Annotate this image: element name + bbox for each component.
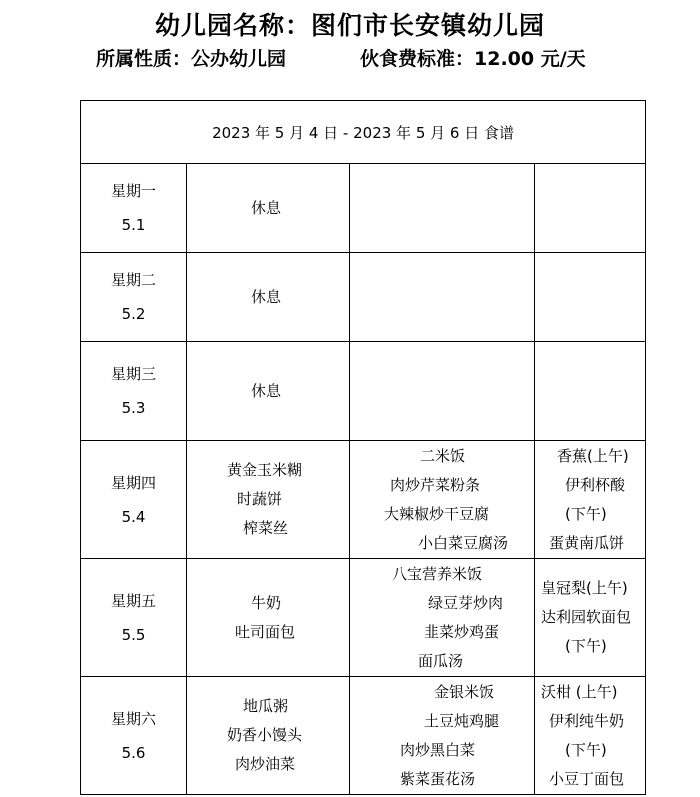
lunch-cell [350,677,535,795]
menu-item: 八宝营养米饭 [392,564,483,583]
weekday-label: 星期一 [110,182,156,200]
weekly-menu-table [80,100,646,795]
weekday-label: 星期六 [110,709,156,728]
menu-item: 休息 [251,198,282,217]
menu-item: 土豆炖鸡腿 [424,711,500,730]
snack-cell [535,253,646,342]
day-cell [81,441,187,559]
menu-row [81,559,646,677]
menu-item: 达利园软面包 [541,608,632,626]
menu-item: 伊利杯酸 [565,475,626,494]
menu-item: 大辣椒炒干豆腐 [384,504,490,523]
snack-cell [535,164,646,253]
breakfast-cell [187,253,350,342]
menu-item: 小白菜豆腐汤 [418,533,509,552]
menu-item: 休息 [251,287,282,306]
menu-row [81,342,646,441]
day-cell [81,342,187,441]
day-cell [81,677,187,795]
day-cell [81,253,187,342]
breakfast-cell [187,441,350,559]
menu-item: 牛奶 [251,593,282,612]
menu-item: 榨菜丝 [243,519,289,537]
snack-cell [535,559,646,677]
menu-item: 小豆丁面包 [549,769,625,788]
menu-item: 地瓜粥 [243,697,289,715]
ownership-type: 所属性质：公办幼儿园 [96,48,287,70]
menu-item: 皇冠梨(上午) [541,579,628,597]
date-label: 5.4 [121,507,146,526]
menu-row [81,441,646,559]
menu-item: (下午) [565,637,607,655]
lunch-cell [350,559,535,677]
weekday-label: 星期四 [110,473,156,492]
menu-item: (下午) [565,740,607,759]
date-label: 5.2 [121,305,146,323]
menu-row [81,253,646,342]
menu-item: 黄金玉米糊 [227,461,303,479]
date-label: 5.1 [121,216,146,234]
snack-cell [535,342,646,441]
menu-item: 韭菜炒鸡蛋 [424,622,500,641]
menu-item: 肉炒油菜 [235,755,296,773]
menu-item: 金银米饭 [434,682,495,701]
date-label: 5.3 [121,399,146,417]
date-label: 5.6 [121,743,146,762]
kindergarten-name: 幼儿园名称：图们市长安镇幼儿园 [154,11,545,40]
lunch-cell [350,253,535,342]
menu-item: 紫菜蛋花汤 [400,769,476,788]
menu-item: 沃柑 (上午) [541,682,618,701]
snack-cell [535,441,646,559]
menu-item: (下午) [565,504,607,523]
menu-item: 绿豆芽炒肉 [428,593,504,612]
menu-item: 二米饭 [420,446,466,465]
weekday-label: 星期二 [110,271,156,289]
menu-item: 肉炒芹菜粉条 [390,475,481,494]
menu-item: 香蕉(上午) [557,446,629,465]
day-cell [81,164,187,253]
menu-item: 伊利纯牛奶 [549,711,625,730]
breakfast-cell [187,677,350,795]
breakfast-cell [187,342,350,441]
menu-item: 休息 [251,381,282,400]
menu-item: 时蔬饼 [237,490,283,508]
menu-row [81,164,646,253]
subtitle-row [96,44,586,71]
weekday-label: 星期三 [110,365,156,383]
meal-fee-standard: 伙食费标准：12.00 元/天 [360,48,586,70]
date-label: 5.5 [121,625,146,644]
menu-row [81,677,646,795]
breakfast-cell [187,164,350,253]
breakfast-cell [187,559,350,677]
lunch-cell [350,164,535,253]
weekday-label: 星期五 [110,591,156,610]
lunch-cell [350,441,535,559]
day-cell [81,559,187,677]
menu-item: 奶香小馒头 [227,726,303,744]
menu-date-range-header: 2023 年 5 月 4 日 - 2023 年 5 月 6 日 食谱 [81,101,646,164]
menu-item: 吐司面包 [235,622,296,641]
menu-item: 蛋黄南瓜饼 [549,533,625,552]
lunch-cell [350,342,535,441]
snack-cell [535,677,646,795]
menu-item: 面瓜汤 [418,651,464,670]
menu-item: 肉炒黑白菜 [400,740,476,759]
